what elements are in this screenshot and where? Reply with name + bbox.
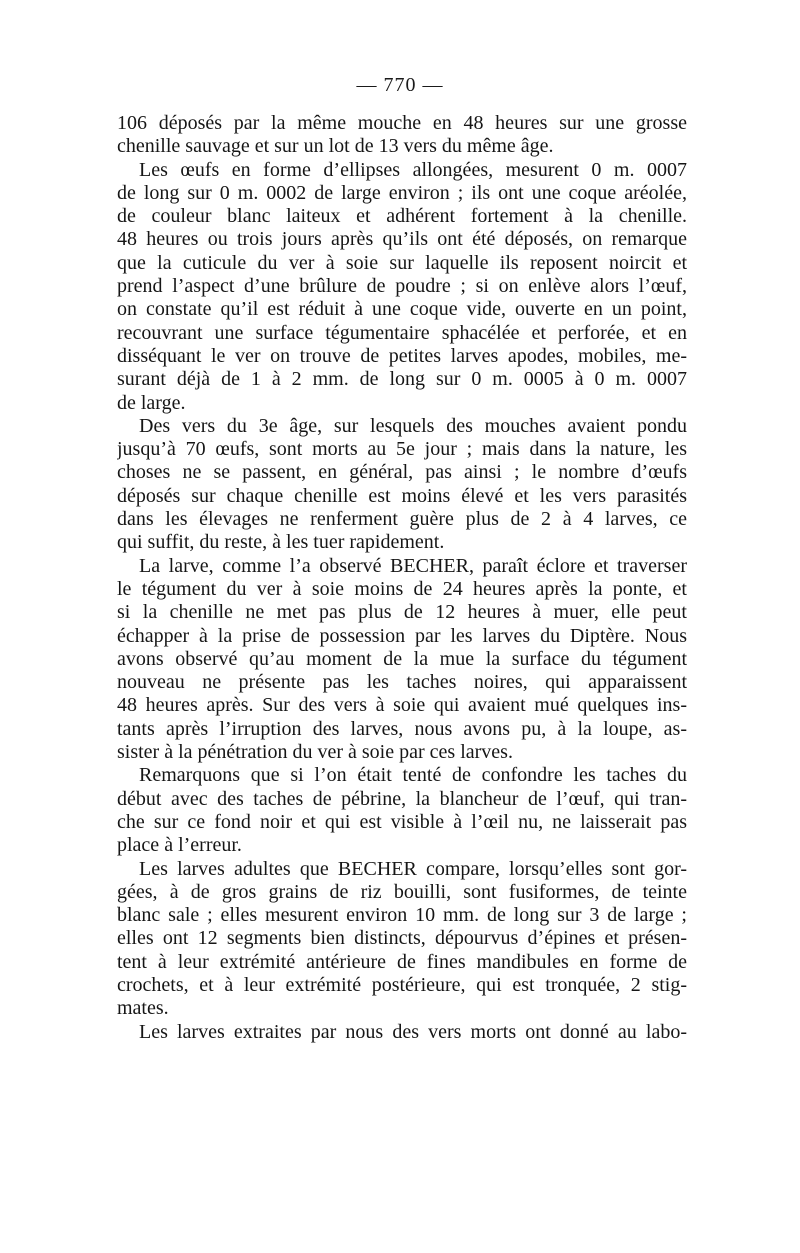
text-line: disséquant le ver on trouve de petites larves apodes, mobiles, me- bbox=[117, 344, 687, 367]
text-line: crochets, et à leur extrémité postérieure, qui est tronquée, 2 stig- bbox=[117, 973, 687, 996]
text-line: tent à leur extrémité antérieure de fines mandibules en forme de bbox=[117, 950, 687, 973]
text-line: on constate qu’il est réduit à une coque vide, ouverte en un point, bbox=[117, 298, 687, 321]
text-line: recouvrant une surface tégumentaire sphacélée et perforée, et en bbox=[117, 321, 687, 344]
text-line: jusqu’à 70 œufs, sont morts au 5e jour ; mais dans la nature, les bbox=[117, 438, 687, 461]
text-line: mates. bbox=[117, 997, 169, 1020]
page-number: — 770 — bbox=[356, 74, 444, 96]
text-line: déposés sur chaque chenille est moins élevé et les vers parasités bbox=[117, 484, 687, 507]
text-line: tants après l’irruption des larves, nous avons pu, à la loupe, as- bbox=[117, 717, 687, 740]
text-line: de long sur 0 m. 0002 de large environ ; ils ont une coque aréolée, bbox=[117, 181, 687, 204]
text-line: prend l’aspect d’une brûlure de poudre ; si on enlève alors l’œuf, bbox=[117, 275, 687, 298]
text-line: qui suffit, du reste, à les tuer rapidement. bbox=[117, 531, 445, 554]
text-line: échapper à la prise de possession par les larves du Diptère. Nous bbox=[117, 624, 687, 647]
body-text bbox=[117, 112, 687, 1044]
text-line: dans les élevages ne renferment guère plus de 2 à 4 larves, ce bbox=[117, 508, 687, 531]
text-line: si la chenille ne met pas plus de 12 heures à muer, elle peut bbox=[117, 601, 687, 624]
text-line: Des vers du 3e âge, sur lesquels des mouches avaient pondu bbox=[139, 414, 687, 437]
text-line: Les larves extraites par nous des vers morts ont donné au labo- bbox=[139, 1020, 687, 1043]
text-line: nouveau ne présente pas les taches noires, qui apparaissent bbox=[117, 671, 687, 694]
text-line: Les œufs en forme d’ellipses allongées, mesurent 0 m. 0007 bbox=[139, 158, 687, 181]
text-line: gées, à de gros grains de riz bouilli, sont fusiformes, de teinte bbox=[117, 880, 687, 903]
text-line: surant déjà de 1 à 2 mm. de long sur 0 m. 0005 à 0 m. 0007 bbox=[117, 368, 687, 391]
text-line: che sur ce fond noir et qui est visible à l’œil nu, ne laisserait pas bbox=[117, 810, 687, 833]
text-line: sister à la pénétration du ver à soie par ces larves. bbox=[117, 741, 513, 764]
text-line: Les larves adultes que BECHER compare, lorsqu’elles sont gor- bbox=[139, 857, 687, 880]
text-line: 48 heures après. Sur des vers à soie qui avaient mué quelques ins- bbox=[117, 694, 687, 717]
text-line: 106 déposés par la même mouche en 48 heures sur une grosse bbox=[117, 112, 687, 134]
text-line: de large. bbox=[117, 391, 186, 414]
text-line: le tégument du ver à soie moins de 24 heures après la ponte, et bbox=[117, 577, 687, 600]
text-line: place à l’erreur. bbox=[117, 834, 242, 857]
text-line: chenille sauvage et sur un lot de 13 vers du même âge. bbox=[117, 135, 554, 158]
text-line: 48 heures ou trois jours après qu’ils ont été déposés, on remarque bbox=[117, 228, 687, 251]
text-line: début avec des taches de pébrine, la blancheur de l’œuf, qui tran- bbox=[117, 787, 687, 810]
text-line: de couleur blanc laiteux et adhérent fortement à la chenille. bbox=[117, 205, 687, 228]
text-line: avons observé qu’au moment de la mue la surface du tégument bbox=[117, 647, 687, 670]
text-line: choses ne se passent, en général, pas ainsi ; le nombre d’œufs bbox=[117, 461, 687, 484]
text-line: blanc sale ; elles mesurent environ 10 mm. de long sur 3 de large ; bbox=[117, 904, 687, 927]
text-line: La larve, comme l’a observé BECHER, paraît éclore et traverser bbox=[139, 554, 687, 577]
text-line: elles ont 12 segments bien distincts, dépourvus d’épines et présen- bbox=[117, 927, 687, 950]
text-line: que la cuticule du ver à soie sur laquelle ils reposent noircit et bbox=[117, 251, 687, 274]
text-line: Remarquons que si l’on était tenté de confondre les taches du bbox=[139, 764, 687, 787]
